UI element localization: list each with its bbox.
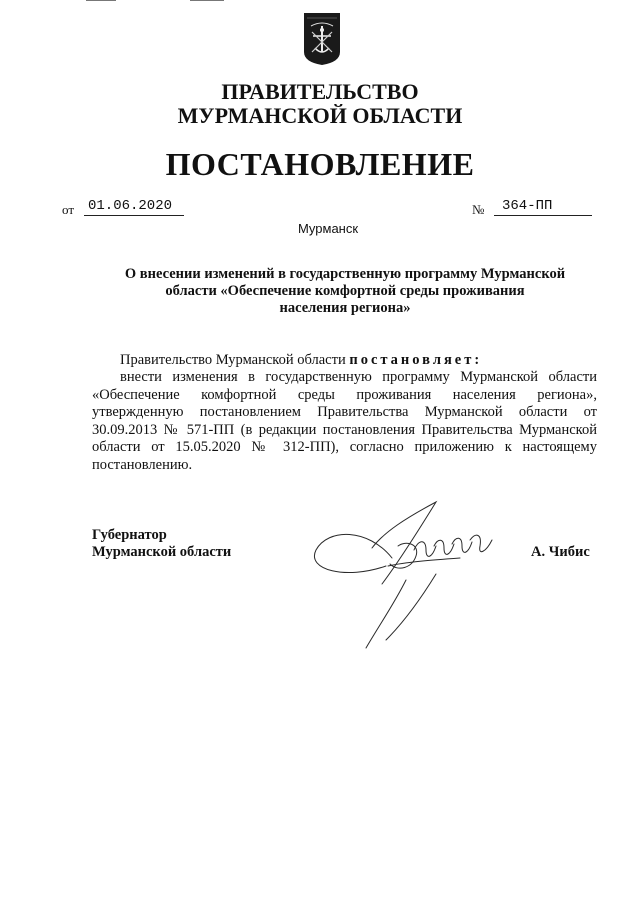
handwritten-signature bbox=[310, 488, 510, 654]
document-type: ПОСТАНОВЛЕНИЕ bbox=[165, 146, 475, 182]
organization-title bbox=[0, 80, 640, 128]
signer-title bbox=[92, 527, 231, 561]
signer-title-line: Губернатор bbox=[92, 527, 167, 543]
number-label: № bbox=[472, 202, 485, 217]
document-date: 01.06.2020 bbox=[84, 198, 184, 216]
signer-title-line: Мурманской области bbox=[92, 544, 232, 560]
coat-of-arms-icon bbox=[303, 12, 341, 66]
subject-line: О внесении изменений в государственную программу Мурманской bbox=[124, 266, 566, 282]
intro-keyword: постановляет: bbox=[349, 352, 483, 368]
subject-line: населения региона» bbox=[279, 300, 411, 316]
date-label: от bbox=[62, 202, 75, 217]
subject-line: области «Обеспечение комфортной среды проживания bbox=[165, 283, 525, 299]
org-title-line: МУРМАНСКОЙ ОБЛАСТИ bbox=[177, 103, 463, 128]
scan-edge-mark bbox=[86, 0, 116, 1]
scan-edge-mark bbox=[190, 0, 224, 1]
resolution-text: внести изменения в государственную программу Мурманской области «Обеспечение комфортной среды проживания населения региона», утвержденную постановлением Правительства Мурманской области от 30.09.2013 № 571-ПП (в редакции постановления Правительства Мурманской области от 15.05.2020 № 312-ПП), согласно приложению к настоящему постановлению. bbox=[92, 369, 597, 473]
intro-prefix: Правительство Мурманской области bbox=[120, 352, 350, 368]
document-number: 364-ПП bbox=[494, 198, 592, 216]
signer-name: А. Чибис bbox=[531, 544, 590, 560]
city: Мурманск bbox=[297, 221, 359, 236]
intro-line bbox=[120, 352, 482, 369]
org-title-line: ПРАВИТЕЛЬСТВО bbox=[221, 79, 419, 104]
document-subject bbox=[100, 266, 590, 317]
